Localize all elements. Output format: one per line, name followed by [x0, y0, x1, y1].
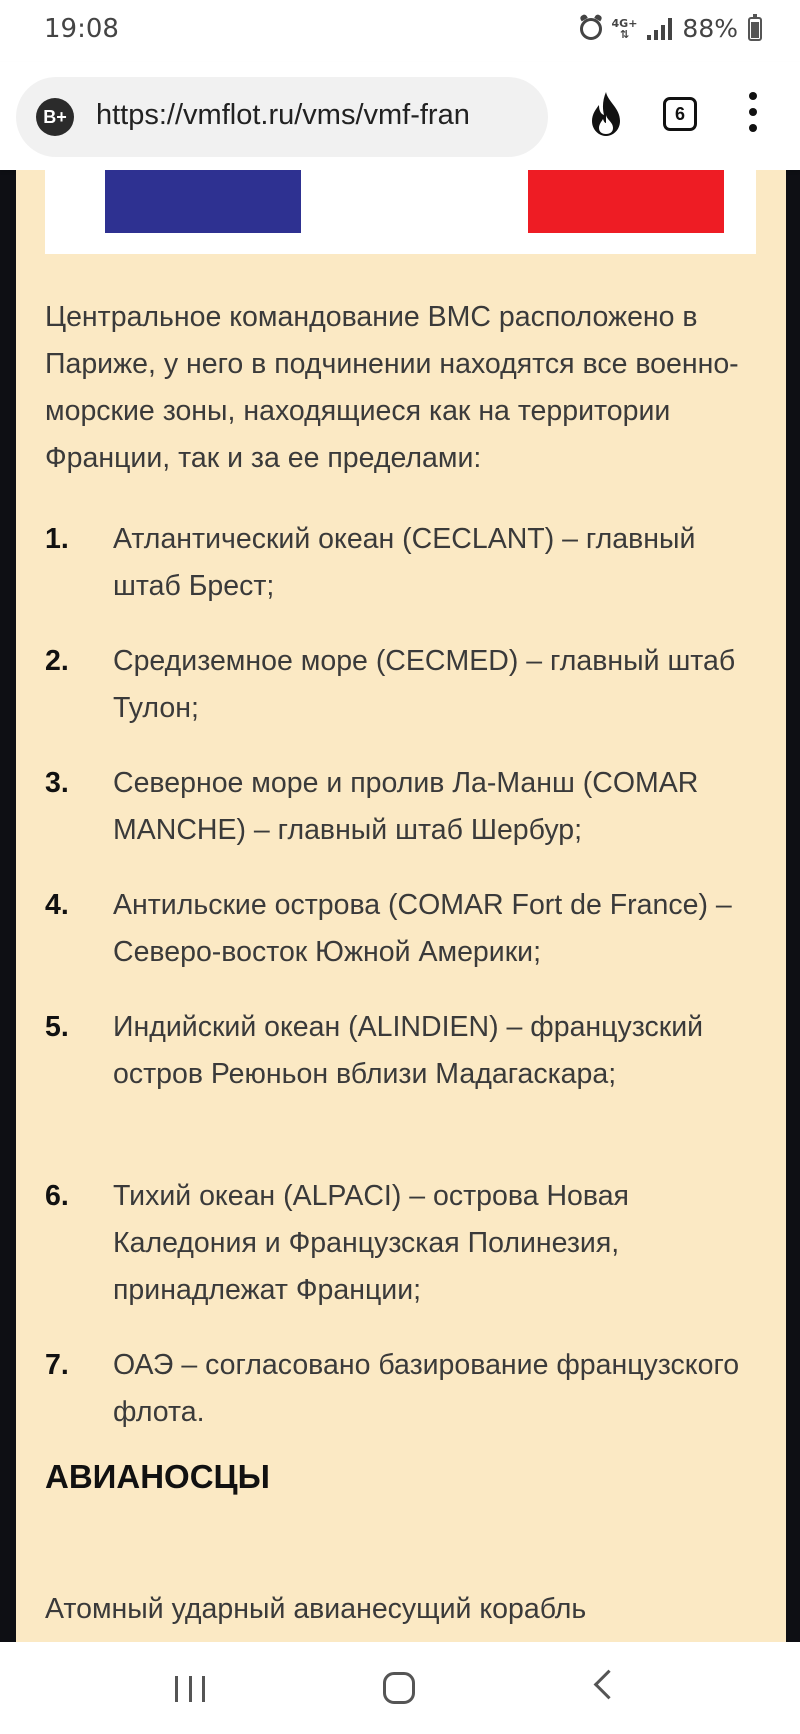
- alarm-icon: [580, 18, 602, 40]
- list-item: [45, 882, 760, 976]
- recent-apps-icon[interactable]: [175, 1676, 205, 1702]
- status-bar: [0, 0, 800, 62]
- section-paragraph: Атомный ударный авианесущий корабль: [45, 1593, 587, 1625]
- signal-strength-icon: [647, 18, 672, 40]
- list-item: [45, 638, 760, 732]
- network-type-label: 4G+: [611, 16, 638, 30]
- naval-zones-list: [45, 516, 760, 1436]
- list-item: [45, 1004, 760, 1145]
- back-icon[interactable]: [594, 1670, 624, 1700]
- more-menu-icon[interactable]: [748, 92, 758, 136]
- list-item: [45, 760, 760, 854]
- list-item: [45, 516, 760, 610]
- status-icons: [580, 14, 762, 43]
- list-item: [45, 1173, 760, 1314]
- site-badge-icon[interactable]: B+: [36, 98, 74, 136]
- page-content[interactable]: [16, 170, 786, 1642]
- list-item-text: Антильские острова (COMAR Fort de France) – Северо-восток Южной Америки;: [113, 889, 732, 968]
- flag-image: [45, 170, 756, 254]
- home-icon[interactable]: [383, 1672, 415, 1704]
- list-item-text: Индийский океан (ALINDIEN) – французский остров Реюньон вблизи Мадагаскара;: [113, 1011, 704, 1090]
- list-item: [45, 1342, 760, 1436]
- list-item-number: 7.: [45, 1349, 69, 1381]
- network-type-icon: 4G+ ⇅: [611, 16, 638, 41]
- list-item-text: Средиземное море (CECMED) – главный штаб Тулон;: [113, 645, 736, 724]
- address-bar[interactable]: [16, 77, 548, 157]
- list-item-number: 2.: [45, 645, 69, 677]
- list-item-number: 6.: [45, 1180, 69, 1212]
- system-nav-bar: [0, 1642, 800, 1734]
- list-item-number: 4.: [45, 889, 69, 921]
- list-item-number: 3.: [45, 767, 69, 799]
- section-heading: АВИАНОСЦЫ: [45, 1458, 270, 1495]
- flag-blue-stripe: [105, 170, 301, 233]
- list-item-text: ОАЭ – согласовано базирование французского флота.: [113, 1349, 740, 1428]
- list-item-text: Атлантический океан (CECLANT) – главный штаб Брест;: [113, 523, 696, 602]
- list-item-text: Северное море и пролив Ла-Манш (COMAR MANCHE) – главный штаб Шербур;: [113, 767, 699, 846]
- fire-icon[interactable]: [586, 90, 626, 138]
- battery-icon: [748, 17, 762, 41]
- list-item-number: 1.: [45, 523, 69, 555]
- flag-red-stripe: [528, 170, 724, 233]
- intro-paragraph: Центральное командование ВМС расположено в Париже, у него в подчинении находятся все военно-морские зоны, находящиеся как на территории Франции, так и за ее пределами:: [45, 301, 739, 474]
- list-item-number: 5.: [45, 1011, 69, 1043]
- list-item-text: Тихий океан (ALPACI) – острова Новая Каледония и Французская Полинезия, принадлежат Франции;: [113, 1180, 629, 1306]
- battery-percent: 88%: [682, 14, 738, 43]
- status-time: 19:08: [44, 14, 119, 44]
- tab-switcher-button[interactable]: 6: [663, 97, 697, 131]
- browser-toolbar: [0, 62, 800, 170]
- url-text[interactable]: https://vmflot.ru/vms/vmf-fran: [96, 99, 470, 131]
